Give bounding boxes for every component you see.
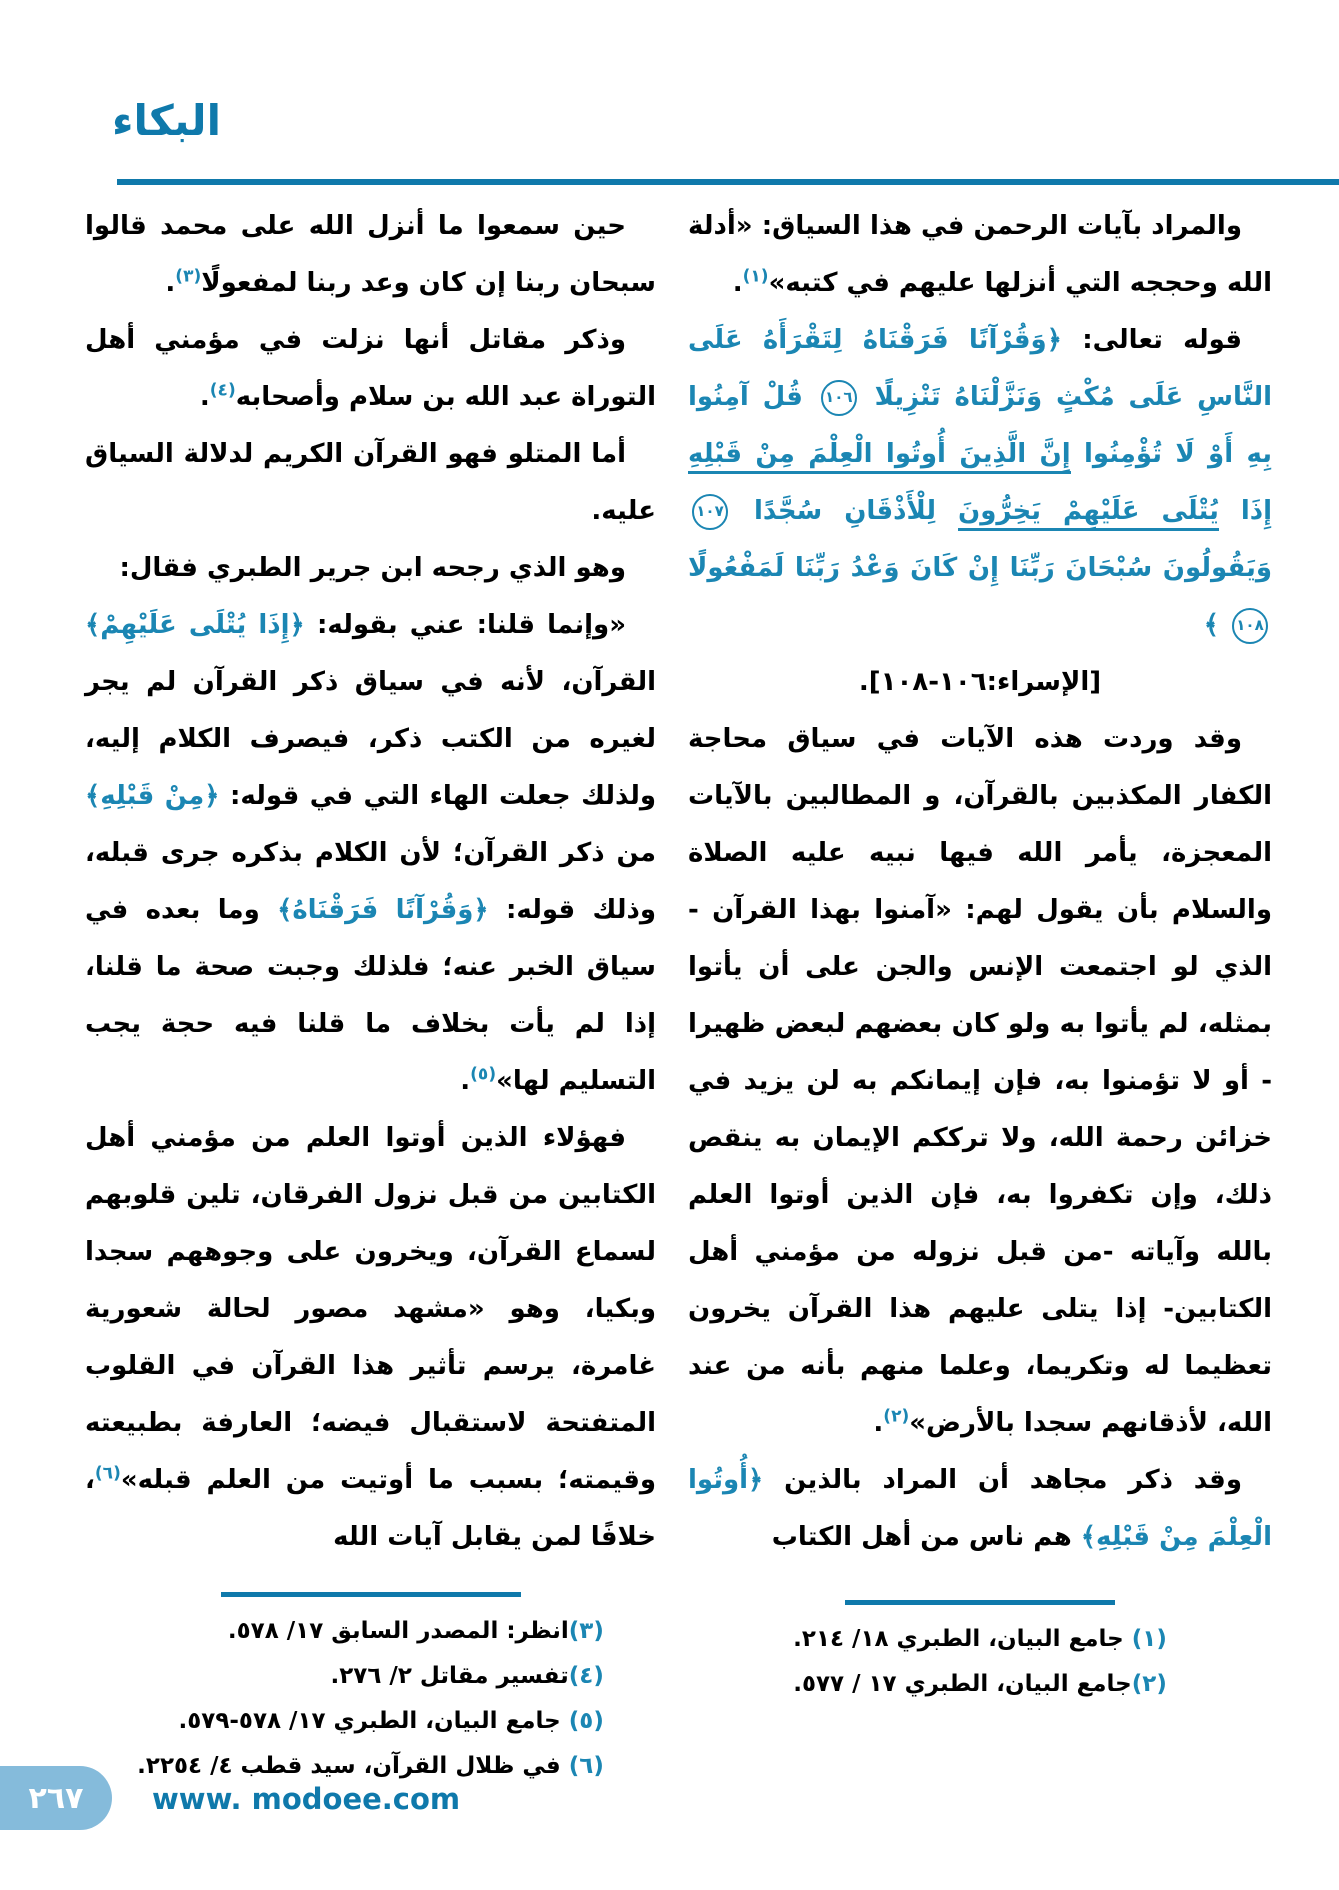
ayah-number-badge: ١٠٨	[1232, 608, 1268, 644]
footnote-ref: (٥)	[470, 1064, 497, 1085]
website-link[interactable]: www. modoee.com	[152, 1782, 461, 1816]
paragraph-text: وقد وردت هذه الآيات في سياق محاجة الكفار المكذبين بالقرآن، و المطالبين بالآيات المعجزة، يأمر الله فيها نبيه عليه الصلاة والسلام بأن يقول لهم: «آمنوا بهذا القرآن - الذي لو اجتمعت الإنس والجن على أن يأتوا بمثله، لم يأتوا به ولو كان بعضهم لبعض ظهيرا - أو لا تؤمنوا به، فإن إيمانكم به لن يزيد في خزائن رحمة الله، ولا ترككم الإيمان به ينقص ذلك، وإن تكفروا به، فإن الذين أوتوا العلم بالله وآياته -من قبل نزوله من مؤمني أهل الكتابين- إذا يتلى عليهم هذا القرآن يخرون تعظيما له وتكريما، وعلما منهم بأنه من عند الله، لأذقانهم سجدا بالأرض»	[688, 724, 1272, 1438]
footnote-number: (٢)	[1131, 1671, 1167, 1697]
footnote-number: (٥)	[568, 1708, 604, 1734]
footnote-item	[793, 1617, 1167, 1662]
paragraph-text: ، خلافًا لمن يقابل آيات الله	[85, 1465, 656, 1552]
footnote-text: جامع البيان، الطبري ١٨/ ٢١٤.	[793, 1626, 1124, 1652]
paragraph-text: .	[732, 268, 743, 298]
paragraph: وهو الذي رجحه ابن جرير الطبري فقال:	[119, 553, 626, 583]
quran-inline-quote: ﴿مِنْ قَبْلِهِ﴾	[85, 781, 220, 811]
footnote-item	[137, 1654, 604, 1699]
paragraph-quran-quote	[688, 312, 1272, 654]
paragraph-text: حين سمعوا ما أنزل الله على محمد قالوا سبحان ربنا إن كان وعد ربنا لمفعولًا	[85, 211, 656, 298]
quran-verse-text: إِذَا	[1240, 496, 1272, 526]
paragraph-text: القرآن، لأنه في سياق ذكر القرآن لم يجر لغيره من الكتب ذكر، فيصرف الكلام إليه، ولذلك جعلت الهاء التي في قوله:	[85, 667, 656, 811]
paragraph-text: هم ناس من أهل الكتاب	[771, 1522, 1072, 1552]
paragraph-text: «وإنما قلنا: عني بقوله:	[316, 610, 627, 640]
column-right	[688, 198, 1272, 1707]
footnote-number: (٣)	[568, 1618, 604, 1644]
paragraph-text: فهؤلاء الذين أوتوا العلم من مؤمني أهل الكتابين من قبل نزول الفرقان، تلين قلوبهم لسماع القرآن، ويخرون على وجوههم سجدا وبكيا، وهو «مشهد مصور لحالة شعورية غامرة، يرسم تأثير هذا القرآن في القلوب المتفتحة لاستقبال فيضه؛ العارفة بطبيعته وقيمته؛ بسبب ما أوتيت من العلم قبله»	[85, 1123, 656, 1495]
quran-inline-quote: ﴿إِذَا يُتْلَى عَلَيْهِمْ﴾	[85, 610, 305, 640]
footnote-item	[793, 1662, 1167, 1707]
paragraph-text: وما بعده في سياق الخبر عنه؛ فلذلك وجبت صحة ما قلنا، إذا لم يأت بخلاف ما قلنا فيه حجة يجب التسليم لها»	[85, 895, 656, 1096]
header-rule	[117, 179, 1339, 185]
quran-verse-text: ﴾	[1203, 610, 1219, 640]
footnotes-separator	[221, 1592, 521, 1597]
paragraph	[85, 312, 656, 426]
footnote-ref: (٦)	[94, 1463, 121, 1484]
paragraph-text: وذكر مقاتل أنها نزلت في مؤمني أهل التوراة عبد الله بن سلام وأصحابه	[85, 325, 656, 412]
quran-inline-quote: ﴿وَقُرْآنًا فَرَقْنَاهُ﴾	[277, 895, 489, 925]
paragraph-text: قوله تعالى:	[1082, 325, 1242, 355]
footnotes-left	[85, 1592, 656, 1789]
footnote-text: في ظلال القرآن، سيد قطب ٤/ ٢٢٥٤.	[137, 1753, 561, 1779]
footnote-text: جامع البيان، الطبري ١٧ / ٥٧٧.	[793, 1671, 1132, 1697]
page-number-badge: ٢٦٧	[0, 1766, 112, 1830]
footnote-number: (٤)	[568, 1663, 604, 1689]
page-title: البكاء	[112, 96, 221, 145]
quran-verse-text: وَيَقُولُونَ سُبْحَانَ رَبِّنَا إِنْ كَانَ وَعْدُ رَبِّنَا لَمَفْعُولًا	[688, 553, 1272, 583]
quran-verse-text: لِلْأَذْقَانِ سُجَّدًا	[753, 496, 937, 526]
quran-verse-text: ﴿وَقُرْآنًا فَرَقْنَاهُ لِتَقْرَأَهُ عَلَى النَّاسِ عَلَى مُكْثٍ وَنَزَّلْنَاهُ تَنْزِيلًا	[688, 325, 1273, 412]
paragraph	[688, 198, 1272, 312]
paragraph-text: .	[873, 1408, 884, 1438]
footnote-number: (٦)	[568, 1753, 604, 1779]
footnote-text: تفسير مقاتل ٢/ ٢٧٦.	[330, 1663, 569, 1689]
footnote-ref: (٣)	[175, 266, 202, 287]
paragraph	[85, 597, 656, 1110]
footnote-text: جامع البيان، الطبري ١٧/ ٥٧٨-٥٧٩.	[178, 1708, 561, 1734]
footnote-item	[137, 1699, 604, 1744]
quran-verse-text: قُلْ آمِنُوا بِهِ أَوْ لَا تُؤْمِنُوا	[688, 382, 1272, 469]
paragraph-text: من ذكر القرآن؛ لأن الكلام بذكره جرى قبله، وذلك قوله:	[85, 838, 656, 925]
footnote-text: انظر: المصدر السابق ١٧/ ٥٧٨.	[227, 1618, 569, 1644]
paragraph-text: .	[165, 268, 176, 298]
footnotes-separator	[845, 1600, 1115, 1605]
quran-verse-text-underlined: يُتْلَى عَلَيْهِمْ يَخِرُّونَ	[958, 496, 1219, 531]
quran-inline-quote: ﴿أُوتُوا الْعِلْمَ مِنْ قَبْلِهِ﴾	[688, 1465, 1272, 1552]
footnotes-right	[688, 1600, 1272, 1707]
ayah-number-badge: ١٠٦	[821, 380, 857, 416]
footnote-ref: (١)	[742, 266, 769, 287]
paragraph-text: وقد ذكر مجاهد أن المراد بالذين	[784, 1465, 1242, 1495]
paragraph	[688, 711, 1272, 1452]
paragraph	[85, 1110, 656, 1566]
footnote-ref: (٤)	[209, 380, 236, 401]
footnote-number: (١)	[1131, 1626, 1167, 1652]
footnote-list	[137, 1609, 604, 1789]
column-left	[85, 198, 656, 1789]
paragraph-text: .	[199, 382, 210, 412]
paragraph: أما المتلو فهو القرآن الكريم لدلالة السياق عليه.	[85, 439, 656, 526]
footnote-item	[137, 1609, 604, 1654]
verse-citation: [الإسراء:١٠٦-١٠٨].	[858, 667, 1102, 697]
footnote-ref: (٢)	[883, 1406, 910, 1427]
footnote-list	[793, 1617, 1167, 1707]
paragraph	[85, 198, 656, 312]
quran-verse-text-underlined: إِنَّ الَّذِينَ أُوتُوا الْعِلْمَ مِنْ قَبْلِهِ	[688, 439, 1071, 474]
paragraph-text: والمراد بآيات الرحمن في هذا السياق: «أدلة الله وحججه التي أنزلها عليهم في كتبه»	[688, 211, 1272, 298]
paragraph-text: .	[460, 1066, 471, 1096]
two-column-body	[85, 198, 1272, 1789]
paragraph	[688, 1452, 1272, 1566]
ayah-number-badge: ١٠٧	[692, 494, 728, 530]
